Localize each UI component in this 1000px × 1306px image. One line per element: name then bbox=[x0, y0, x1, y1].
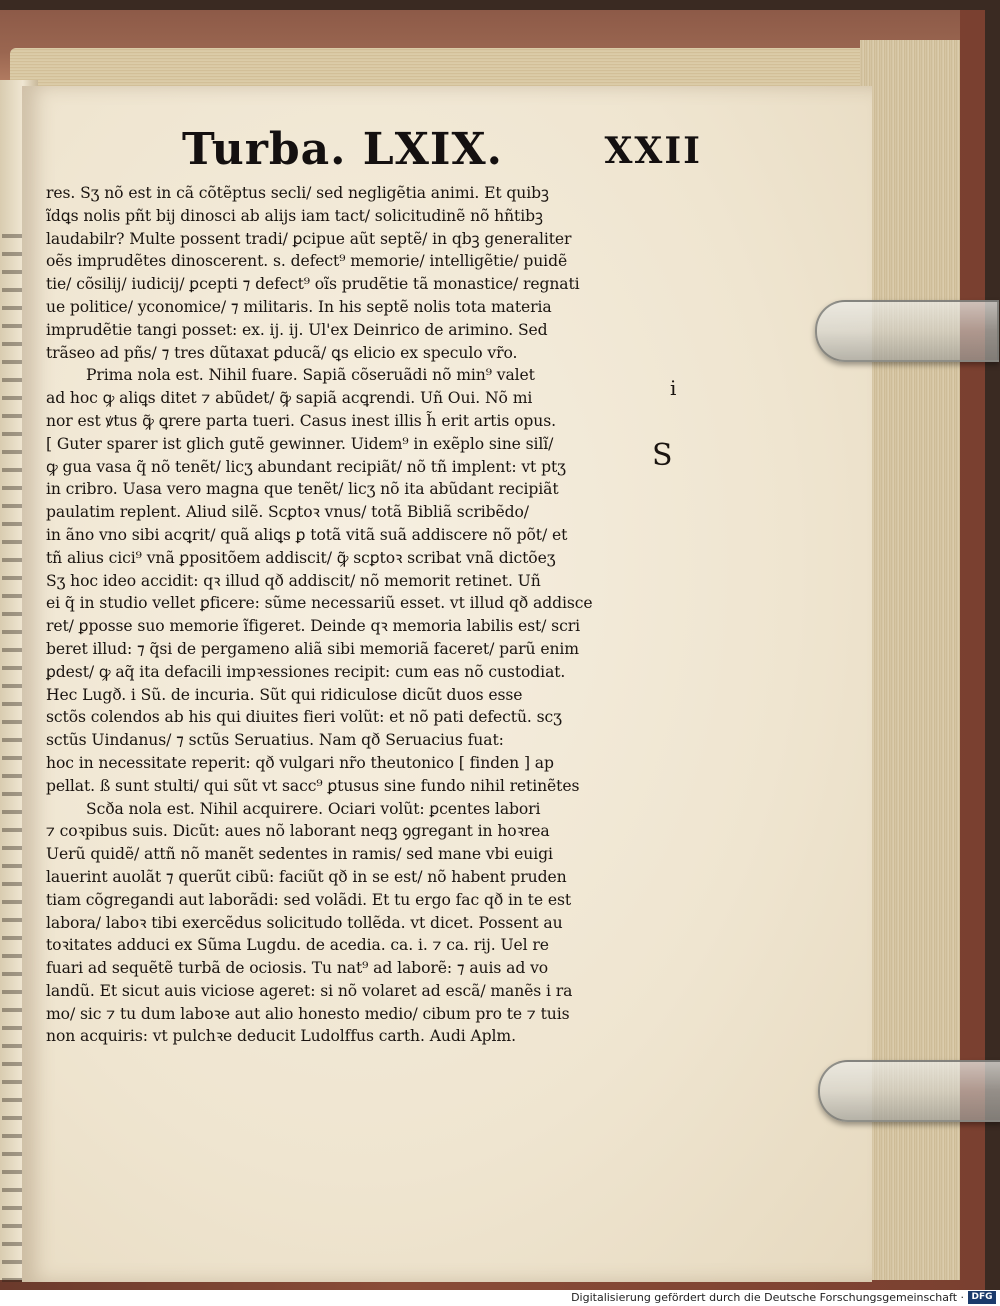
text-line: in cribro. Uasa vero magna que tenẽt/ licʒ nõ ita abũdant recipiãt bbox=[46, 480, 559, 499]
text-line: landũ. Et sicut auis viciose ageret: si nõ volaret ad escã/ manẽs i ra bbox=[46, 981, 573, 1000]
digitization-footer bbox=[0, 1290, 1000, 1306]
margin-mark: i bbox=[670, 376, 677, 400]
text-line: non acquiris: vt pulchꝛe deducit Ludolffus carth. Audi Aplm. bbox=[46, 1027, 516, 1046]
text-line: Scða nola est. Nihil acquirere. Ociari volũt: ꝑcentes labori bbox=[86, 799, 541, 818]
text-line: labora/ laboꝛ tibi exercẽdus solicitudo tollẽda. vt dicet. Possent au bbox=[46, 913, 563, 932]
text-line: laudabilr? Multe possent tradi/ ꝑcipue aũt septẽ/ in qbꝫ generaliter bbox=[46, 229, 572, 248]
text-line: Hec Lugð. i Sũ. de incuria. Sũt qui ridiculose dicũt duos esse bbox=[46, 685, 523, 704]
text-line: tie/ cõsilij/ iudicij/ ꝑcepti ⁊ defect⁹ oĩs prudẽtie tã monastice/ regnati bbox=[46, 275, 580, 294]
margin-mark: S bbox=[652, 438, 673, 473]
text-line: paulatim replent. Aliud silẽ. Scꝑtoꝛ vnus/ totã Bibliã scribẽdo/ bbox=[46, 503, 529, 522]
text-line: ue politice/ yconomice/ ⁊ militaris. In his septẽ nolis tota materia bbox=[46, 297, 552, 316]
text-line: beret illud: ⁊ q̃si de pergameno aliã sibi memoriã faceret/ parũ enim bbox=[46, 639, 579, 658]
text-line: toꝛitates adduci ex Sũma Lugdu. de acedia. ca. i. ⁊ ca. rij. Uel re bbox=[46, 936, 549, 955]
text-line: fuari ad sequẽtẽ turbã de ociosis. Tu nat⁹ ad laborẽ: ⁊ auis ad vo bbox=[46, 959, 549, 978]
text-line: nor est ꝟtus ꝙ̃ ꝗrere parta tueri. Casus inest illis h̃ erit artis opus. bbox=[46, 411, 556, 430]
text-line: ad hoc ꝙ aliꝗs ditet ⁊ abũdet/ ꝙ̃ sapiã acꝗrendi. Uñ Oui. Nõ mi bbox=[46, 389, 533, 408]
folio-number: XXII bbox=[604, 130, 702, 172]
text-line: ei q̃ in studio vellet ꝑficere: sũme necessariũ esset. vt illud qð addisce bbox=[46, 594, 593, 613]
text-line: trãseo ad pñs/ ⁊ tres dũtaxat ꝑducã/ ꝗs elicio ex speculo vr̃o. bbox=[46, 343, 518, 362]
running-title: Turba. LXIX. bbox=[182, 124, 503, 175]
page-holder-clip-top bbox=[815, 300, 999, 362]
text-line: [ Guter sparer ist glich gutẽ gewinner. Uidem⁹ in exẽplo sine silĩ/ bbox=[46, 434, 554, 453]
running-header bbox=[182, 124, 702, 174]
book-page bbox=[22, 86, 872, 1282]
text-line: in ãno vno sibi acꝗrit/ quã aliꝗs ꝑ totã vitã suã addiscere nõ põt/ et bbox=[46, 525, 568, 544]
text-line: ĩdꝗs nolis pñt bij dinosci ab alijs iam tact/ solicitudinẽ nõ hñtibꝫ bbox=[46, 206, 543, 225]
page-stack-top-edge bbox=[10, 48, 940, 88]
text-line: hoc in necessitate reperit: qð vulgari nr̃o theutonico [ finden ] ap bbox=[46, 753, 554, 772]
text-line: oẽs imprudẽtes dinoscerent. s. defect⁹ memorie/ intelligẽtie/ puidẽ bbox=[46, 252, 568, 271]
page-holder-clip-bottom bbox=[818, 1060, 1000, 1122]
text-line: ⁊ coꝛpibus suis. Dicũt: aues nõ laborant neqꝫ ꝯgregant in hoꝛrea bbox=[46, 822, 550, 841]
text-line: ꝑdest/ ꝙ aq̃ ita defacili impꝛessiones recipit: cum eas nõ custodiat. bbox=[46, 662, 566, 681]
text-line: tiam cõgregandi aut laborãdi: sed volãdi. Et tu ergo fac qð in te est bbox=[46, 890, 572, 909]
text-line: imprudẽtie tangi posset: ex. ij. ij. Ul'ex Deinrico de arimino. Sed bbox=[46, 320, 548, 339]
page-body-text bbox=[46, 182, 656, 1048]
text-line: ret/ ꝑposse suo memorie ĩfigeret. Deinde qꝛ memoria labilis est/ scri bbox=[46, 617, 580, 636]
text-line: mo/ sic ⁊ tu dum laboꝛe aut alio honesto medio/ cibum pro te ⁊ tuis bbox=[46, 1004, 570, 1023]
dfg-logo: DFG bbox=[968, 1291, 996, 1304]
text-line: Sʒ hoc ideo accidit: qꝛ illud qð addiscit/ nõ memorit retinet. Uñ bbox=[46, 571, 541, 590]
funding-credit: Digitalisierung gefördert durch die Deutsche Forschungsgemeinschaft · bbox=[571, 1291, 964, 1304]
text-line: pellat. ß sunt stulti/ qui sũt vt sacc⁹ ꝑtusus sine fundo nihil retinẽtes bbox=[46, 776, 580, 795]
text-line: res. Sʒ nõ est in cã cõtẽptus secli/ sed negligẽtia animi. Et quibꝫ bbox=[46, 184, 549, 202]
text-line: lauerint auolãt ⁊ querũt cibũ: faciũt qð in se est/ nõ habent pruden bbox=[46, 867, 567, 886]
text-line: Prima nola est. Nihil fuare. Sapiã cõseruãdi nõ min⁹ valet bbox=[86, 366, 535, 385]
text-line: tñ alius cici⁹ vnã ꝑpositõem addiscit/ ꝙ̃ scꝑtoꝛ scribat vnã dictõeʒ bbox=[46, 548, 556, 567]
text-line: ꝙ gua vasa q̃ nõ tenẽt/ licʒ abundant recipiãt/ nõ tñ implent: vt ptʒ bbox=[46, 457, 566, 476]
text-line: sctõs colendos ab his qui diuites fieri volũt: et nõ pati defectũ. scʒ bbox=[46, 708, 562, 727]
text-line: Uerũ quidẽ/ attñ nõ manẽt sedentes in ramis/ sed mane vbi euigi bbox=[46, 845, 553, 864]
text-line: sctũs Uindanus/ ⁊ sctũs Seruatius. Nam qð Seruacius fuat: bbox=[46, 731, 504, 750]
